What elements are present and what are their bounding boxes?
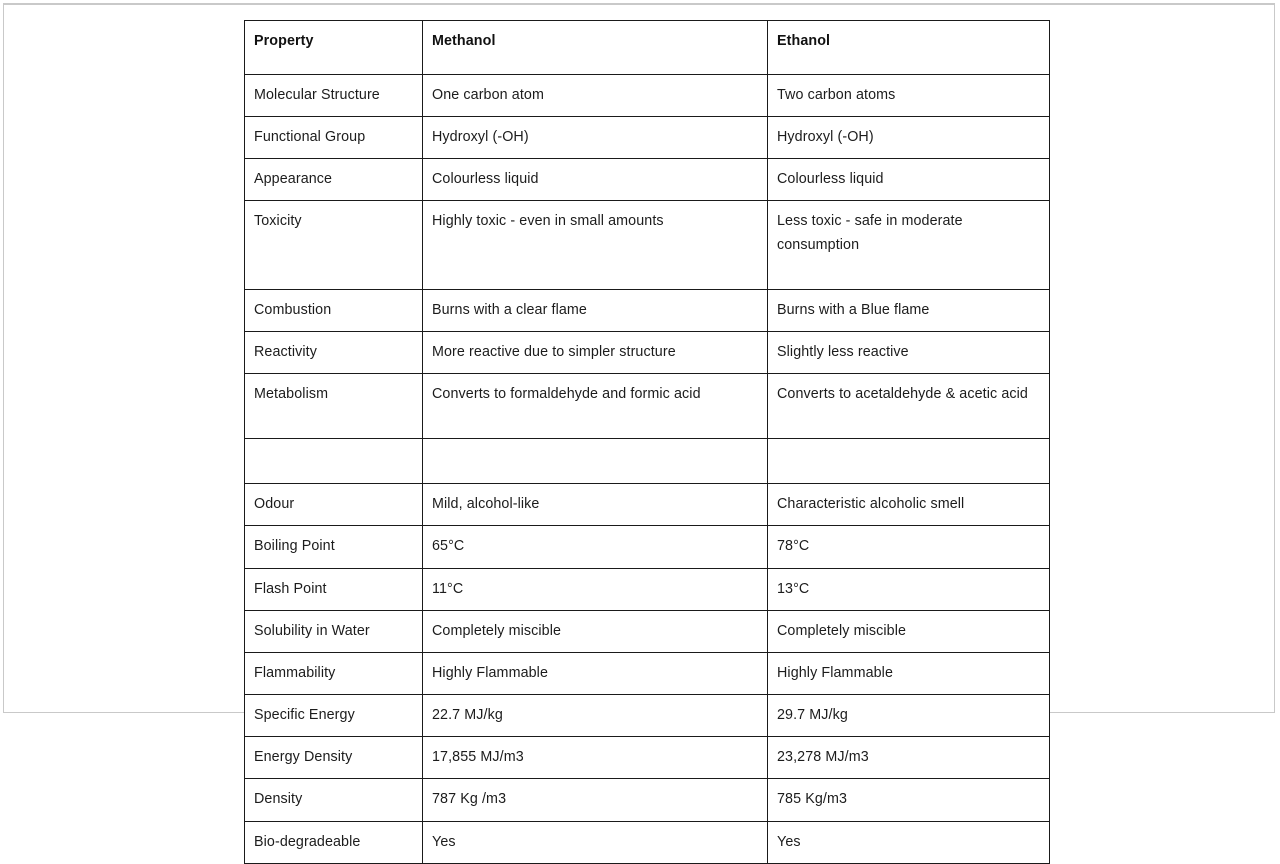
cell-ethanol: Colourless liquid — [768, 159, 1050, 201]
cell-ethanol: 23,278 MJ/m3 — [768, 737, 1050, 779]
cell-methanol: Highly toxic - even in small amounts — [423, 201, 768, 289]
table-row — [245, 779, 1050, 821]
cell-methanol: 22.7 MJ/kg — [423, 695, 768, 737]
cell-property: Solubility in Water — [245, 610, 423, 652]
table-row — [245, 331, 1050, 373]
table-row — [245, 652, 1050, 694]
cell-ethanol: Burns with a Blue flame — [768, 289, 1050, 331]
cell-property — [245, 439, 423, 484]
table-row — [245, 289, 1050, 331]
cell-methanol: 65°C — [423, 526, 768, 568]
cell-property: Metabolism — [245, 374, 423, 439]
cell-methanol — [423, 439, 768, 484]
column-header-ethanol: Ethanol — [768, 21, 1050, 75]
cell-property: Appearance — [245, 159, 423, 201]
cell-methanol: 17,855 MJ/m3 — [423, 737, 768, 779]
column-header-methanol: Methanol — [423, 21, 768, 75]
cell-property: Odour — [245, 484, 423, 526]
cell-ethanol: Hydroxyl (-OH) — [768, 117, 1050, 159]
cell-methanol: One carbon atom — [423, 75, 768, 117]
cell-ethanol — [768, 439, 1050, 484]
cell-ethanol: Characteristic alcoholic smell — [768, 484, 1050, 526]
cell-property: Toxicity — [245, 201, 423, 289]
table-row — [245, 484, 1050, 526]
cell-methanol: Colourless liquid — [423, 159, 768, 201]
cell-ethanol: 13°C — [768, 568, 1050, 610]
cell-ethanol: Converts to acetaldehyde & acetic acid — [768, 374, 1050, 439]
cell-property: Molecular Structure — [245, 75, 423, 117]
cell-methanol: Yes — [423, 821, 768, 863]
table-row — [245, 374, 1050, 439]
table-header-row — [245, 21, 1050, 75]
table-row — [245, 526, 1050, 568]
cell-methanol: 11°C — [423, 568, 768, 610]
cell-ethanol: 78°C — [768, 526, 1050, 568]
cell-ethanol: Slightly less reactive — [768, 331, 1050, 373]
cell-property: Flash Point — [245, 568, 423, 610]
cell-property: Energy Density — [245, 737, 423, 779]
comparison-table — [244, 20, 1050, 864]
cell-methanol: Completely miscible — [423, 610, 768, 652]
cell-methanol: Hydroxyl (-OH) — [423, 117, 768, 159]
cell-ethanol: 785 Kg/m3 — [768, 779, 1050, 821]
table-row — [245, 117, 1050, 159]
table-body — [245, 75, 1050, 864]
table-row — [245, 159, 1050, 201]
table-row — [245, 75, 1050, 117]
cell-ethanol: Yes — [768, 821, 1050, 863]
cell-methanol: 787 Kg /m3 — [423, 779, 768, 821]
document-page — [3, 3, 1275, 850]
comparison-table-container — [244, 20, 1049, 864]
table-row — [245, 737, 1050, 779]
cell-methanol: Mild, alcohol-like — [423, 484, 768, 526]
cell-property: Functional Group — [245, 117, 423, 159]
cell-property: Density — [245, 779, 423, 821]
table-row-blank — [245, 439, 1050, 484]
cell-ethanol: Highly Flammable — [768, 652, 1050, 694]
cell-ethanol: Two carbon atoms — [768, 75, 1050, 117]
cell-ethanol: Completely miscible — [768, 610, 1050, 652]
cell-property: Reactivity — [245, 331, 423, 373]
cell-ethanol: Less toxic - safe in moderate consumption — [768, 201, 1050, 289]
table-row — [245, 610, 1050, 652]
table-row — [245, 695, 1050, 737]
cell-ethanol: 29.7 MJ/kg — [768, 695, 1050, 737]
table-header — [245, 21, 1050, 75]
cell-property: Specific Energy — [245, 695, 423, 737]
table-row — [245, 821, 1050, 863]
cell-methanol: More reactive due to simpler structure — [423, 331, 768, 373]
table-row — [245, 568, 1050, 610]
cell-property: Boiling Point — [245, 526, 423, 568]
cell-methanol: Highly Flammable — [423, 652, 768, 694]
cell-methanol: Converts to formaldehyde and formic acid — [423, 374, 768, 439]
cell-methanol: Burns with a clear flame — [423, 289, 768, 331]
cell-property: Combustion — [245, 289, 423, 331]
cell-property: Flammability — [245, 652, 423, 694]
cell-property: Bio-degradeable — [245, 821, 423, 863]
table-row — [245, 201, 1050, 289]
column-header-property: Property — [245, 21, 423, 75]
